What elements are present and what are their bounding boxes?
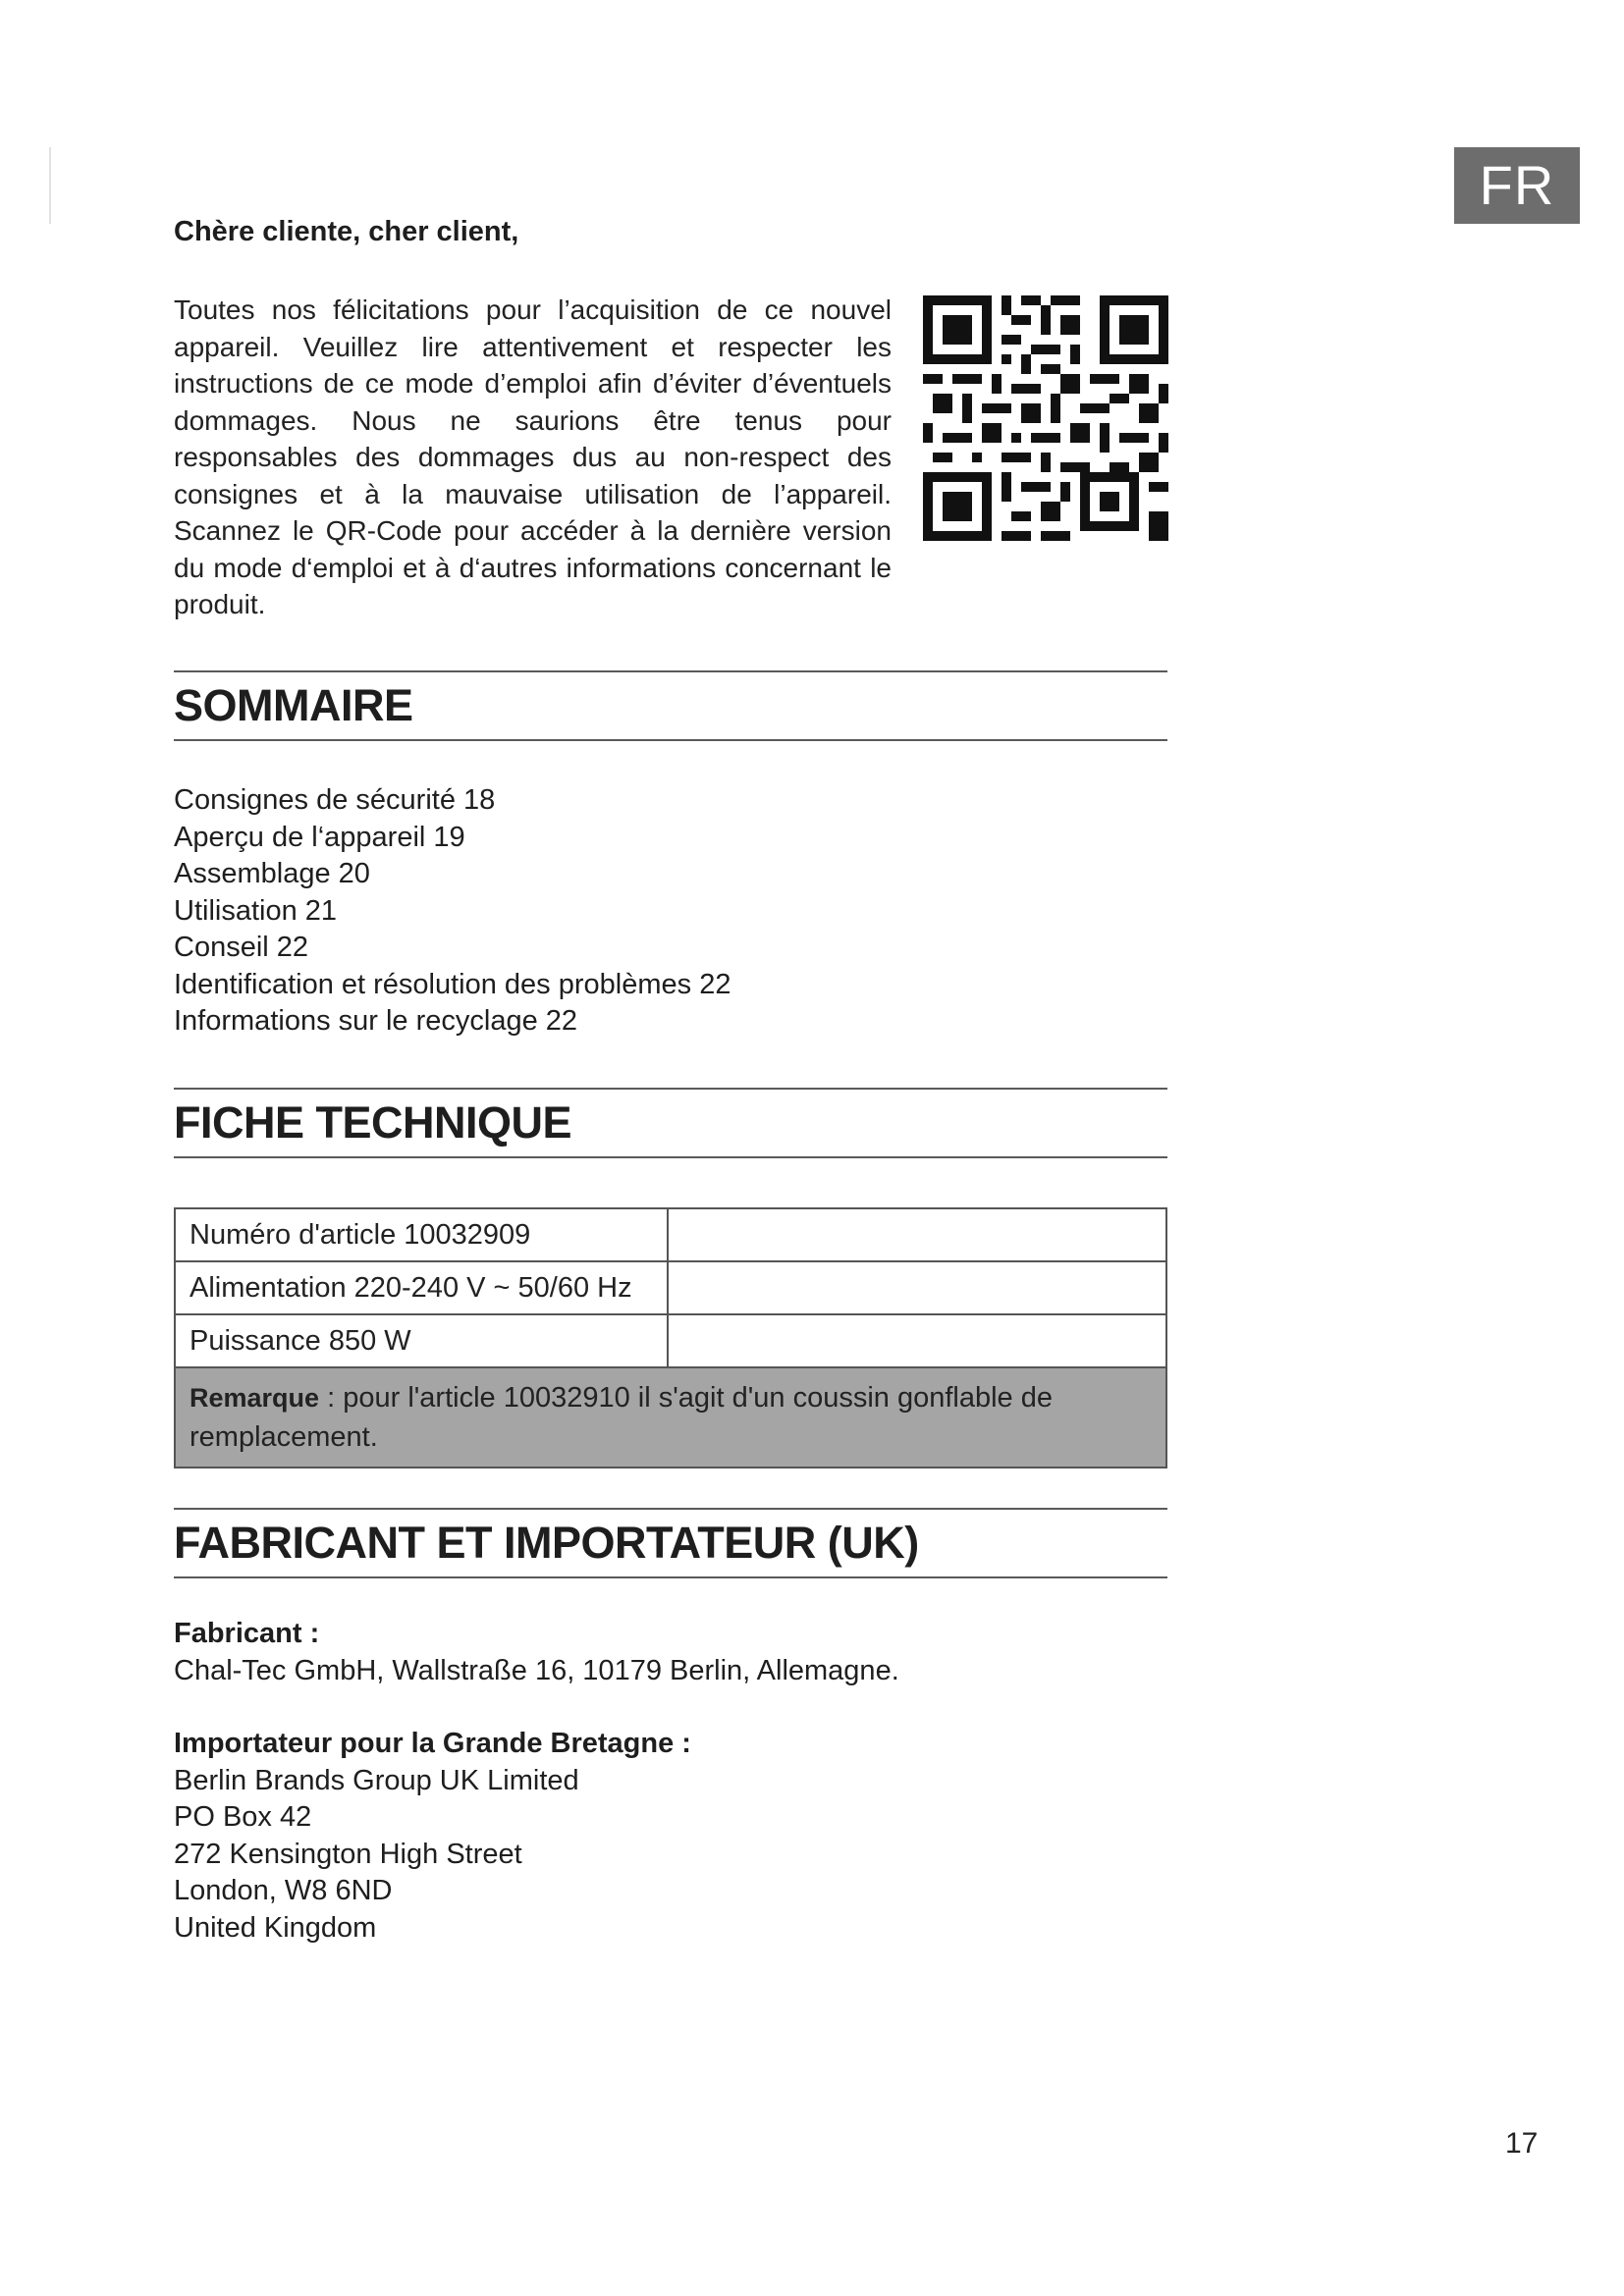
specs-note (175, 1367, 1166, 1468)
importer-address-line: London, W8 6ND (174, 1875, 393, 1906)
importer-label: Importateur pour la Grande Bretagne : (174, 1728, 691, 1759)
language-tab: FR (1454, 147, 1580, 224)
toc-item: Informations sur le recyclage 22 (174, 1005, 578, 1037)
note-label: Remarque (189, 1383, 320, 1413)
toc-item: Consignes de sécurité 18 (174, 784, 496, 816)
specs-section-header (174, 1088, 1167, 1158)
table-of-contents (174, 782, 731, 1041)
spec-cell: Numéro d'article 10032909 (175, 1208, 668, 1261)
toc-item: Identification et résolution des problèmes 22 (174, 968, 731, 1000)
manufacturer-section-header (174, 1508, 1167, 1578)
qr-code-icon (923, 294, 1168, 542)
contents-heading: SOMMAIRE (174, 680, 413, 730)
importer-address-line: Berlin Brands Group UK Limited (174, 1764, 579, 1796)
toc-item: Assemblage 20 (174, 858, 370, 889)
margin-rule (49, 147, 51, 224)
spec-empty-cell (668, 1314, 1166, 1367)
specs-heading: FICHE TECHNIQUE (174, 1097, 572, 1148)
importer-address-line: 272 Kensington High Street (174, 1838, 522, 1870)
table-row (175, 1261, 1166, 1314)
table-row (175, 1367, 1166, 1468)
manufacturer-label: Fabricant : (174, 1618, 320, 1649)
note-text: : pour l'article 10032910 il s'agit d'un coussin gonflable de remplacement. (189, 1382, 1053, 1453)
contents-section-header (174, 670, 1167, 741)
manufacturer-block (174, 1616, 899, 1689)
importer-address-line: United Kingdom (174, 1911, 377, 1944)
importer-address-line: PO Box 42 (174, 1801, 312, 1833)
toc-item: Utilisation 21 (174, 894, 338, 927)
spec-empty-cell (668, 1208, 1166, 1261)
toc-item: Conseil 22 (174, 932, 309, 963)
spec-cell: Alimentation 220-240 V ~ 50/60 Hz (175, 1261, 668, 1314)
table-row (175, 1314, 1166, 1367)
page-number: 17 (1505, 2127, 1539, 2160)
spec-cell: Puissance 850 W (175, 1314, 668, 1367)
manufacturer-address: Chal-Tec GmbH, Wallstraße 16, 10179 Berlin, Allemagne. (174, 1654, 899, 1686)
intro-paragraph: Toutes nos félicitations pour l’acquisition de ce nouvel appareil. Veuillez lire attentivement et respecter les instructions de ce mode d’emploi afin d’éviter d’éventuels dommages. Nous ne saurions être tenus pour responsables des dommages dus au non-respect des consignes et à la mauvaise utilisation de l’appareil. Scannez le QR-Code pour accéder à la dernière version du mode d‘emploi et à d‘autres informations concernant le produit. (174, 294, 892, 619)
spec-empty-cell (668, 1261, 1166, 1314)
greeting: Chère cliente, cher client, (174, 216, 519, 247)
manufacturer-heading: FABRICANT ET IMPORTATEUR (UK) (174, 1518, 919, 1568)
table-row (175, 1208, 1166, 1261)
toc-item: Aperçu de l‘appareil 19 (174, 821, 465, 853)
specs-table (174, 1207, 1167, 1468)
importer-block (174, 1726, 691, 1947)
